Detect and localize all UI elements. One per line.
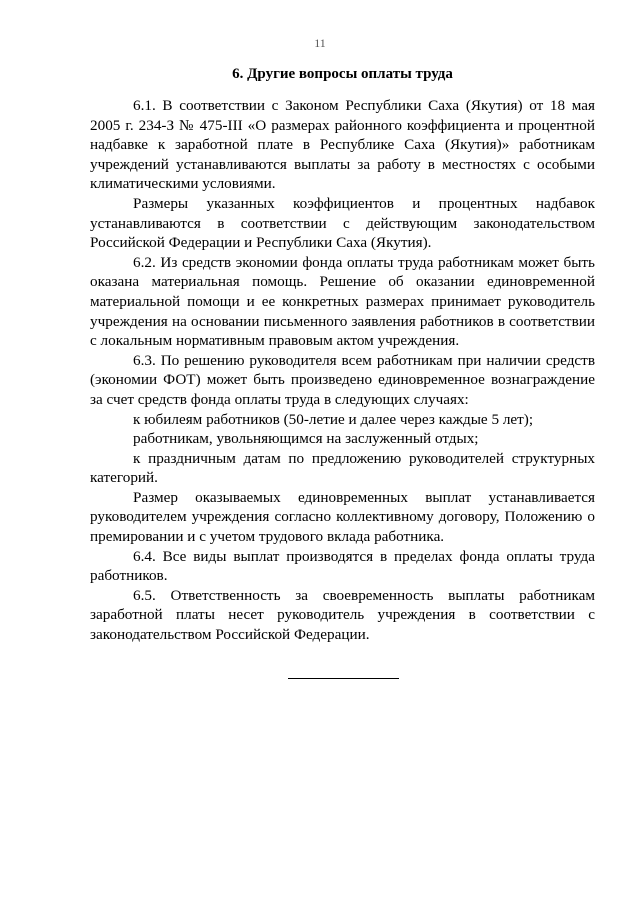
end-of-section-rule	[288, 678, 399, 679]
paragraph-6-3-amount: Размер оказываемых единовременных выплат устанавливается руководителем учреждения согласно коллективному договору, Положению о премировании и с учетом трудового вклада работника.	[90, 488, 595, 546]
list-item-jubilee: к юбилеям работников (50-летие и далее через каждые 5 лет);	[133, 410, 534, 428]
paragraph-6-2: 6.2. Из средств экономии фонда оплаты труда работникам может быть оказана материальная помощь. Решение об оказании единовременной материальной помощи и ее конкретных размерах принимает руководитель учреждения на основании письменного заявления работников в соответствии с локальным нормативным правовым актом учреждения.	[90, 253, 595, 350]
section-heading: 6. Другие вопросы оплаты труда	[232, 66, 453, 82]
section-body	[90, 96, 595, 645]
paragraph-6-3: 6.3. По решению руководителя всем работникам при наличии средств (экономии ФОТ) может быть произведено единовременное вознаграждение за счет средств фонда оплаты труда в следующих случаях:	[90, 351, 595, 408]
paragraph-6-4: 6.4. Все виды выплат производятся в пределах фонда оплаты труда работников.	[90, 547, 595, 585]
paragraph-6-1-coefficients: Размеры указанных коэффициентов и процентных надбавок устанавливаются в соответствии с действующим законодательством Российской Федерации и Республики Саха (Якутия).	[90, 194, 595, 252]
page-number: 11	[314, 36, 326, 50]
paragraph-6-1: 6.1. В соответствии с Законом Республики Саха (Якутия) от 18 мая 2005 г. 234-З № 475-III «О размерах районного коэффициента и процентной надбавке к заработной плате в Республике Саха (Якутия)» работникам учреждений устанавливаются выплаты за работу в местностях с особыми климатическими условиями.	[90, 97, 595, 193]
list-item-holidays: к праздничным датам по предложению руководителей структурных категорий.	[90, 449, 595, 487]
list-item-retirement: работникам, увольняющимся на заслуженный отдых;	[133, 430, 479, 448]
paragraph-6-5: 6.5. Ответственность за своевременность выплаты работникам заработной платы несет руководитель учреждения в соответствии с законодательством Российской Федерации.	[90, 586, 595, 644]
